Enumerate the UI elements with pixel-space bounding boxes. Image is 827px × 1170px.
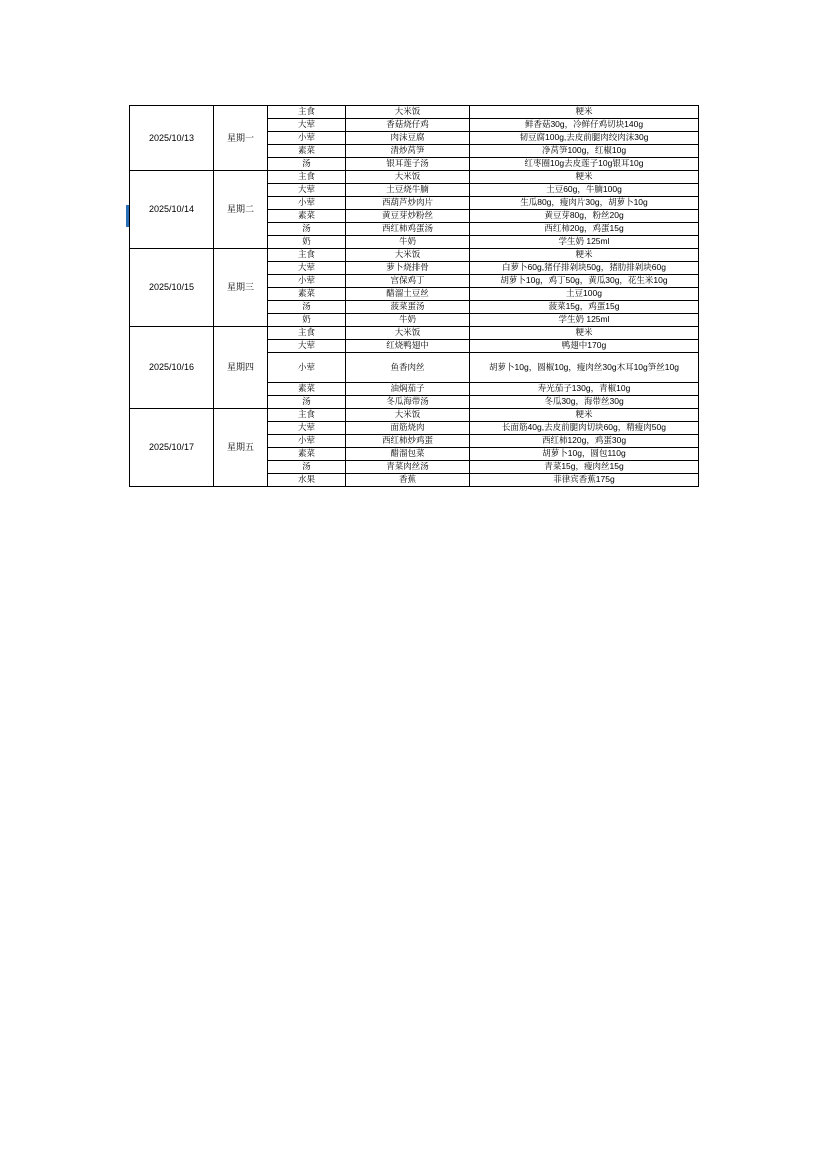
- cell-dish: 大米饭: [346, 409, 470, 422]
- cell-ingredients: 粳米: [470, 327, 699, 340]
- cell-ingredients: 鲜香菇30g，冷鲜仔鸡切块140g: [470, 119, 699, 132]
- cell-ingredients: 粳米: [470, 409, 699, 422]
- cell-meal-type: 汤: [268, 396, 346, 409]
- cell-dish: 青菜肉丝汤: [346, 461, 470, 474]
- cell-dish: 红烧鸭翅中: [346, 340, 470, 353]
- cell-ingredients: 粳米: [470, 171, 699, 184]
- cell-ingredients: 粳米: [470, 249, 699, 262]
- cell-meal-type: 主食: [268, 171, 346, 184]
- cell-ingredients: 长面筋40g,去皮前腿肉切块60g，精瘦肉50g: [470, 422, 699, 435]
- cell-meal-type: 素菜: [268, 448, 346, 461]
- cell-meal-type: 奶: [268, 236, 346, 249]
- cell-meal-type: 水果: [268, 474, 346, 487]
- cell-dish: 西葫芦炒肉片: [346, 197, 470, 210]
- cell-meal-type: 汤: [268, 158, 346, 171]
- cell-meal-type: 小荤: [268, 197, 346, 210]
- cell-weekday: 星期三: [214, 249, 268, 327]
- cell-meal-type: 小荤: [268, 435, 346, 448]
- cell-dish: 醋溜包菜: [346, 448, 470, 461]
- cell-meal-type: 主食: [268, 106, 346, 119]
- cell-dish: 大米饭: [346, 106, 470, 119]
- cell-dish: 西红柿鸡蛋汤: [346, 223, 470, 236]
- cell-weekday: 星期一: [214, 106, 268, 171]
- cell-dish: 宫保鸡丁: [346, 275, 470, 288]
- cell-dish: 银耳莲子汤: [346, 158, 470, 171]
- cell-weekday: 星期二: [214, 171, 268, 249]
- cell-ingredients: 学生奶 125ml: [470, 314, 699, 327]
- cell-ingredients: 土豆60g，牛腩100g: [470, 184, 699, 197]
- cell-date: 2025/10/14: [130, 171, 214, 249]
- table-row: [130, 171, 699, 184]
- table-row: [130, 327, 699, 340]
- cell-dish: 油焖茄子: [346, 383, 470, 396]
- cell-dish: 面筋烧肉: [346, 422, 470, 435]
- cell-ingredients: 黄豆芽80g，粉丝20g: [470, 210, 699, 223]
- cell-meal-type: 主食: [268, 409, 346, 422]
- cell-dish: 大米饭: [346, 327, 470, 340]
- cell-dish: 土豆烧牛腩: [346, 184, 470, 197]
- cell-ingredients: 西红柿120g，鸡蛋30g: [470, 435, 699, 448]
- cell-dish: 香蕉: [346, 474, 470, 487]
- cell-dish: 大米饭: [346, 249, 470, 262]
- cell-meal-type: 汤: [268, 223, 346, 236]
- weekly-menu-table: [129, 105, 699, 487]
- cell-date: 2025/10/17: [130, 409, 214, 487]
- cell-ingredients: 白萝卜60g,猪仔排剁块50g，猪肋排剁块60g: [470, 262, 699, 275]
- cell-dish: 牛奶: [346, 314, 470, 327]
- cell-ingredients: 生瓜80g，瘦肉片30g，胡萝卜10g: [470, 197, 699, 210]
- cell-meal-type: 素菜: [268, 288, 346, 301]
- cell-ingredients: 菲律宾香蕉175g: [470, 474, 699, 487]
- cell-ingredients: 鸭翅中170g: [470, 340, 699, 353]
- cell-ingredients: 西红柿20g，鸡蛋15g: [470, 223, 699, 236]
- cell-dish: 香菇烧仔鸡: [346, 119, 470, 132]
- cell-dish: 黄豆芽炒粉丝: [346, 210, 470, 223]
- cell-meal-type: 大荤: [268, 340, 346, 353]
- cell-meal-type: 大荤: [268, 422, 346, 435]
- menu-table-body: [130, 106, 699, 487]
- cell-meal-type: 主食: [268, 327, 346, 340]
- table-row: [130, 409, 699, 422]
- cell-ingredients: 青菜15g，瘦肉丝15g: [470, 461, 699, 474]
- cell-dish: 大米饭: [346, 171, 470, 184]
- cell-ingredients: 学生奶 125ml: [470, 236, 699, 249]
- cell-dish: 冬瓜海带汤: [346, 396, 470, 409]
- cell-dish: 醋溜土豆丝: [346, 288, 470, 301]
- cell-meal-type: 汤: [268, 301, 346, 314]
- cell-meal-type: 小荤: [268, 275, 346, 288]
- cell-ingredients: 胡萝卜10g，圆椒10g，瘦肉丝30g木耳10g笋丝10g: [470, 353, 699, 383]
- cell-meal-type: 素菜: [268, 383, 346, 396]
- cell-dish: 肉沫豆腐: [346, 132, 470, 145]
- cell-date: 2025/10/15: [130, 249, 214, 327]
- cell-meal-type: 大荤: [268, 119, 346, 132]
- cell-ingredients: 净莴笋100g，红椒10g: [470, 145, 699, 158]
- cell-ingredients: 土豆100g: [470, 288, 699, 301]
- cell-weekday: 星期四: [214, 327, 268, 409]
- cell-meal-type: 小荤: [268, 353, 346, 383]
- cell-dish: 萝卜烧排骨: [346, 262, 470, 275]
- cell-meal-type: 主食: [268, 249, 346, 262]
- cell-ingredients: 寿光茄子130g，青椒10g: [470, 383, 699, 396]
- cell-dish: 西红柿炒鸡蛋: [346, 435, 470, 448]
- cell-meal-type: 大荤: [268, 262, 346, 275]
- cell-ingredients: 胡萝卜10g，圆包110g: [470, 448, 699, 461]
- cell-dish: 牛奶: [346, 236, 470, 249]
- cell-dish: 菠菜蛋汤: [346, 301, 470, 314]
- cell-weekday: 星期五: [214, 409, 268, 487]
- cell-meal-type: 小荤: [268, 132, 346, 145]
- table-row: [130, 106, 699, 119]
- cell-meal-type: 素菜: [268, 210, 346, 223]
- cell-ingredients: 韧豆腐100g,去皮前腿肉绞肉沫30g: [470, 132, 699, 145]
- cell-date: 2025/10/16: [130, 327, 214, 409]
- cell-ingredients: 胡萝卜10g，鸡丁50g，黄瓜30g，花生米10g: [470, 275, 699, 288]
- cell-dish: 清炒莴笋: [346, 145, 470, 158]
- cell-ingredients: 红枣圈10g去皮莲子10g银耳10g: [470, 158, 699, 171]
- cell-meal-type: 大荤: [268, 184, 346, 197]
- cell-ingredients: 粳米: [470, 106, 699, 119]
- cell-date: 2025/10/13: [130, 106, 214, 171]
- cell-dish: 鱼香肉丝: [346, 353, 470, 383]
- cell-meal-type: 素菜: [268, 145, 346, 158]
- cell-ingredients: 菠菜15g，鸡蛋15g: [470, 301, 699, 314]
- weekly-menu-table-container: [129, 105, 698, 487]
- cell-ingredients: 冬瓜30g，海带丝30g: [470, 396, 699, 409]
- cell-meal-type: 奶: [268, 314, 346, 327]
- table-row: [130, 249, 699, 262]
- cell-meal-type: 汤: [268, 461, 346, 474]
